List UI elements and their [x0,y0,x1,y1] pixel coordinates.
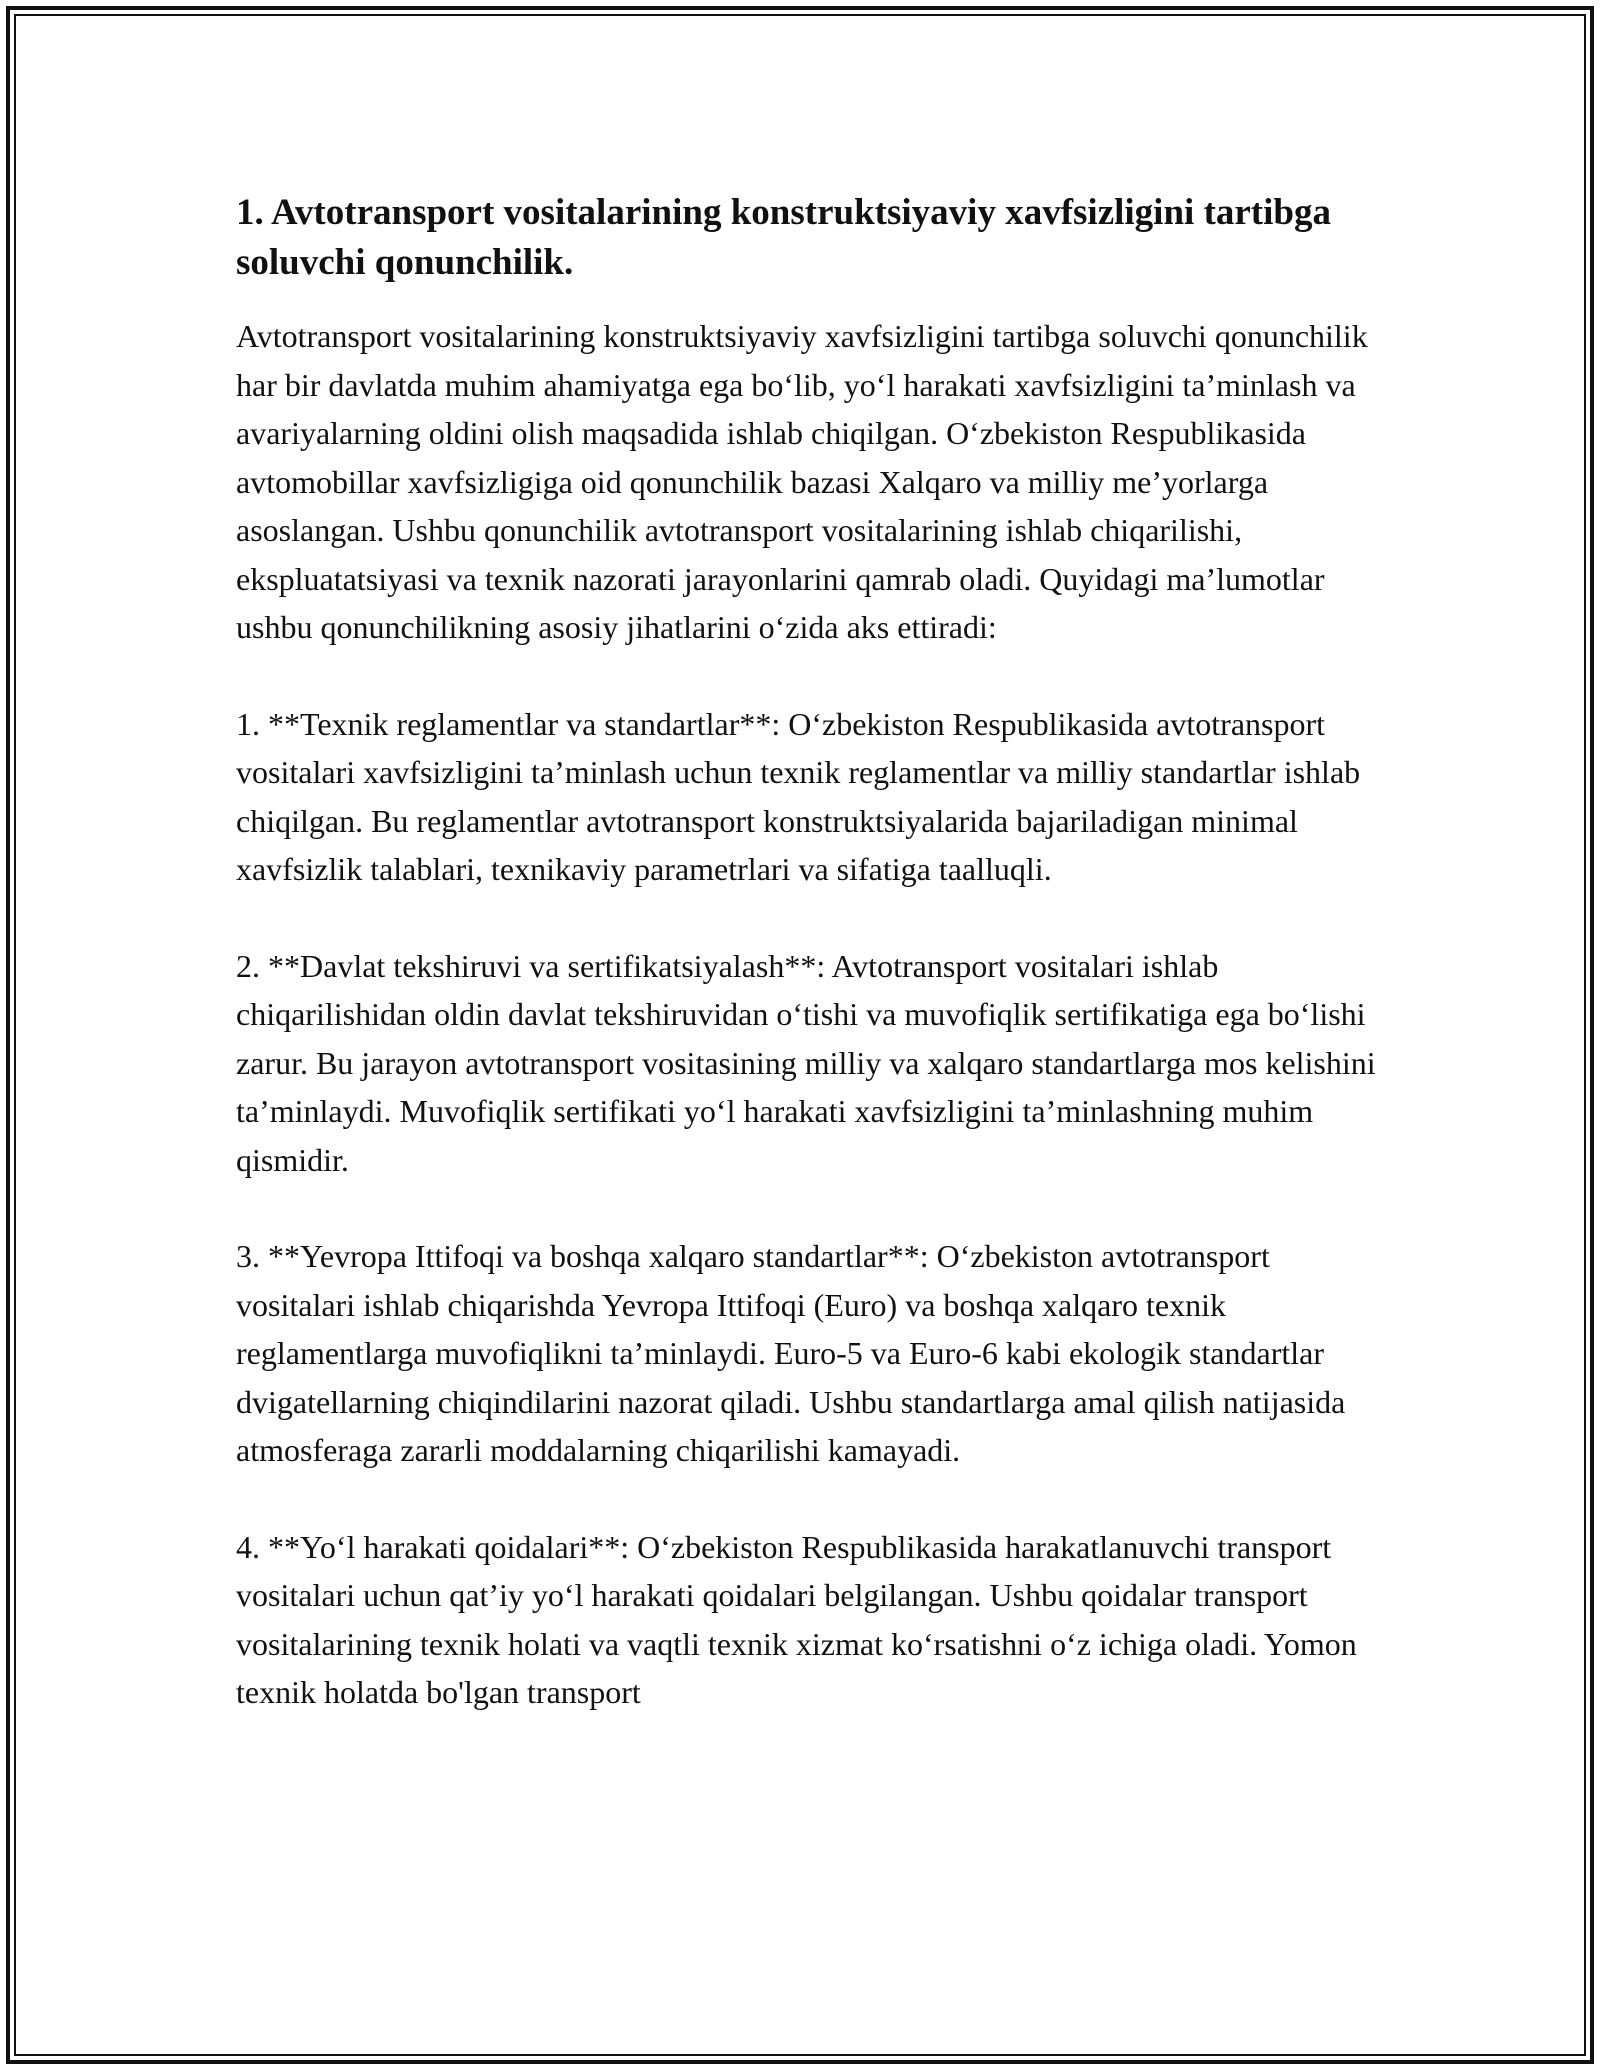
document-page [236,188,1386,1765]
list-item-technical-regulations: 1. **Texnik reglamentlar va standartlar**: O‘zbekiston Respublikasida avtotransport vositalari xavfsizligini ta’minlash uchun texnik reglamentlar va milliy standartlar ishlab chiqilgan. Bu reglamentlar avtotransport konstruktsiyalarida bajariladigan minimal xavfsizlik talablari, texnikaviy parametrlari va sifatiga taalluqli. [236,705,1361,887]
intro-paragraph: Avtotransport vositalarining konstruktsiyaviy xavfsizligini tartibga soluvchi qonunchilik har bir davlatda muhim ahamiyatga ega bo‘lib, yo‘l harakati xavfsizligini ta’minlash va avariyalarning oldini olish maqsadida ishlab chiqilgan. O‘zbekiston Respublikasida avtomobillar xavfsizligiga oid qonunchilik bazasi Xalqaro va milliy me’yorlarga asoslangan. Ushbu qonunchilik avtotransport vositalarining ishlab chiqarilishi, ekspluatatsiyasi va texnik nazorati jarayonlarini qamrab oladi. Quyidagi ma’lumotlar ushbu qonunchilikning asosiy jihatlarini o‘zida aks ettiradi: [236,318,1368,645]
document-heading: 1. Avtotransport vositalarining konstruktsiyaviy xavfsizligini tartibga soluvchi qonunchilik. [236,192,1331,283]
list-item-traffic-rules: 4. **Yo‘l harakati qoidalari**: O‘zbekiston Respublikasida harakatlanuvchi transport vositalari uchun qat’iy yo‘l harakati qoidalari belgilangan. Ushbu qoidalar transport vositalarining texnik holati va vaqtli texnik xizmat ko‘rsatishni o‘z ichiga oladi. Yomon texnik holatda bo'lgan transport [236,1528,1357,1710]
list-item-state-inspection: 2. **Davlat tekshiruvi va sertifikatsiyalash**: Avtotransport vositalari ishlab chiqarilishidan oldin davlat tekshiruvidan o‘tishi va muvofiqlik sertifikatiga ega bo‘lishi zarur. Bu jarayon avtotransport vositasining milliy va xalqaro standartlarga mos kelishini ta’minlaydi. Muvofiqlik sertifikati yo‘l harakati xavfsizligini ta’minlashning muhim qismidir. [236,947,1376,1178]
list-item-international-standards: 3. **Yevropa Ittifoqi va boshqa xalqaro standartlar**: O‘zbekiston avtotransport vositalari ishlab chiqarishda Yevropa Ittifoqi (Euro) va boshqa xalqaro texnik reglamentlarga muvofiqlikni ta’minlaydi. Euro-5 va Euro-6 kabi ekologik standartlar dvigatellarning chiqindilarini nazorat qiladi. Ushbu standartlarga amal qilish natijasida atmosferaga zararli moddalarning chiqarilishi kamayadi. [236,1238,1346,1468]
